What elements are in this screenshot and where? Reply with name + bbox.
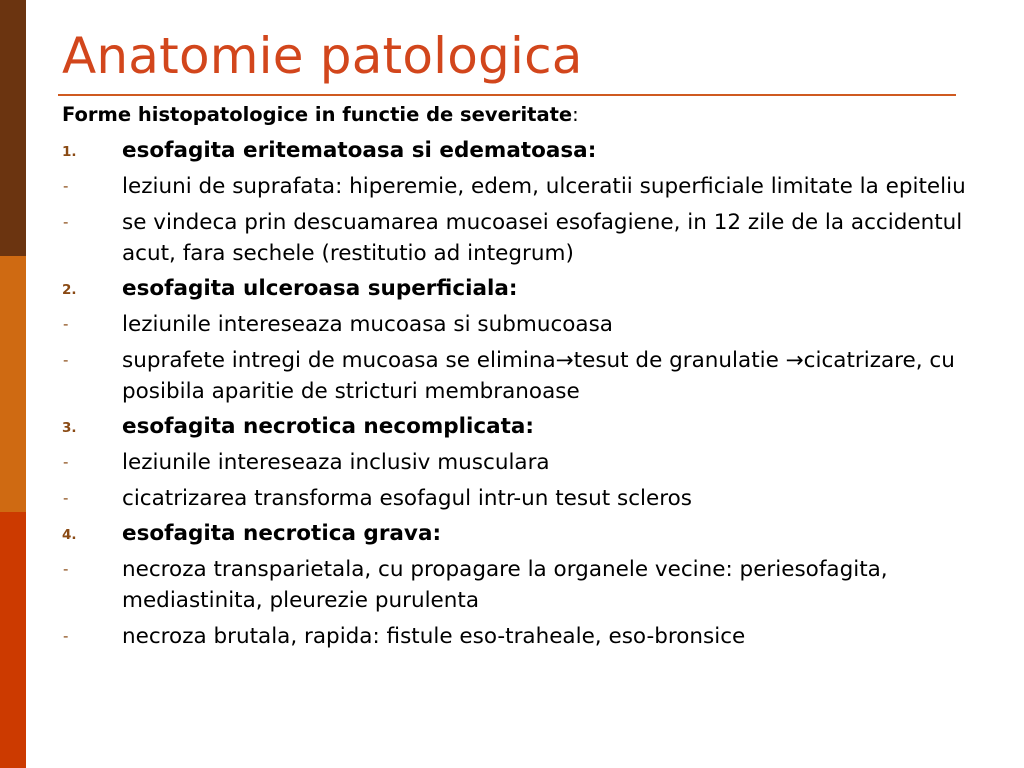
list-number: 3. xyxy=(62,420,77,436)
list-item-bullet xyxy=(62,483,967,514)
side-bar-bottom xyxy=(0,512,26,768)
lead-colon: : xyxy=(572,103,579,126)
list-number: 2. xyxy=(62,282,77,298)
list-item-text: esofagita necrotica grava: xyxy=(122,521,442,546)
lead-heading: Forme histopatologice in functie de severitate xyxy=(62,103,573,126)
dash-bullet: - xyxy=(63,213,69,231)
list-number: 1. xyxy=(62,144,77,160)
list-number: 4. xyxy=(62,527,77,543)
list-item-text: necroza transparietala, cu propagare la organele vecine: periesofagita, mediastinita, pleurezie purulenta xyxy=(122,557,888,613)
list-item-text: leziunile intereseaza mucoasa si submucoasa xyxy=(122,312,613,337)
side-bar-top xyxy=(0,0,26,256)
list-item-text: esofagita eritematoasa si edematoasa: xyxy=(122,138,597,163)
list-item-text: esofagita necrotica necomplicata: xyxy=(122,414,535,439)
side-bar-middle xyxy=(0,256,26,512)
dash-bullet: - xyxy=(63,351,69,369)
dash-bullet: - xyxy=(63,177,69,195)
list-item-text: leziuni de suprafata: hiperemie, edem, ulceratii superficiale limitate la epiteliu xyxy=(122,174,966,199)
list-item-bullet xyxy=(62,171,967,202)
list-item-numbered-2 xyxy=(62,273,967,304)
list-item-text: cicatrizarea transforma esofagul intr-un tesut scleros xyxy=(122,486,692,511)
list-item-bullet xyxy=(62,621,967,652)
dash-bullet: - xyxy=(63,489,69,507)
list-item-numbered-4 xyxy=(62,518,967,549)
list-item-text: suprafete intregi de mucoasa se elimina→tesut de granulatie →cicatrizare, cu posibila aparitie de stricturi membranoase xyxy=(122,348,955,404)
list-item-bullet xyxy=(62,447,967,478)
dash-bullet: - xyxy=(63,315,69,333)
slide-title: Anatomie patologica xyxy=(62,27,583,85)
list-item-text: se vindeca prin descuamarea mucoasei esofagiene, in 12 zile de la accidentul acut, fara sechele (restitutio ad integrum) xyxy=(122,210,963,266)
list-item-text: esofagita ulceroasa superficiala: xyxy=(122,276,518,301)
list-item-bullet xyxy=(62,207,967,269)
dash-bullet: - xyxy=(63,453,69,471)
list-item-bullet xyxy=(62,554,967,616)
title-underline xyxy=(58,94,956,96)
dash-bullet: - xyxy=(63,627,69,645)
dash-bullet: - xyxy=(63,560,69,578)
list-item-text: necroza brutala, rapida: fistule eso-traheale, eso-bronsice xyxy=(122,624,746,649)
list-item-bullet xyxy=(62,345,967,407)
list-item-text: leziunile intereseaza inclusiv musculara xyxy=(122,450,550,475)
lead-line xyxy=(62,99,967,131)
list-item-bullet xyxy=(62,309,967,340)
slide-content xyxy=(62,99,967,652)
list-item-numbered-1 xyxy=(62,135,967,166)
list-item-numbered-3 xyxy=(62,411,967,442)
